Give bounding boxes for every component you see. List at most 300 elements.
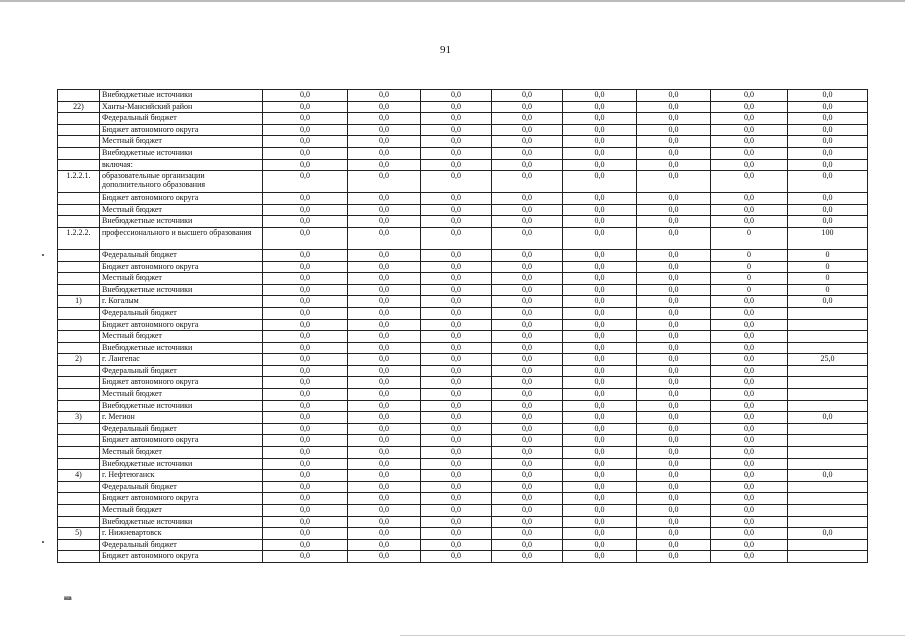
row-index-cell bbox=[58, 481, 100, 493]
value-cell: 0,0 bbox=[348, 389, 421, 401]
row-label-cell: Бюджет автономного округа bbox=[100, 435, 263, 447]
value-cell: 0,0 bbox=[492, 193, 563, 205]
value-cell: 0,0 bbox=[348, 412, 421, 424]
value-cell: 0,0 bbox=[492, 159, 563, 171]
value-cell: 0,0 bbox=[263, 204, 348, 216]
value-cell: 0,0 bbox=[563, 159, 637, 171]
value-cell: 0,0 bbox=[637, 319, 711, 331]
value-cell: 0,0 bbox=[788, 113, 868, 125]
row-index-cell: 4) bbox=[58, 470, 100, 482]
value-cell: 0,0 bbox=[563, 493, 637, 505]
value-cell bbox=[788, 539, 868, 551]
row-label-cell: Федеральный бюджет bbox=[100, 481, 263, 493]
value-cell: 0,0 bbox=[788, 90, 868, 102]
table-row bbox=[58, 227, 868, 249]
value-cell: 0,0 bbox=[563, 400, 637, 412]
value-cell: 0,0 bbox=[263, 307, 348, 319]
table-row bbox=[58, 423, 868, 435]
budget-table bbox=[57, 89, 868, 563]
row-label-cell: Внебюджетные источники bbox=[100, 342, 263, 354]
table-row bbox=[58, 470, 868, 482]
table-row bbox=[58, 539, 868, 551]
value-cell: 0,0 bbox=[711, 354, 788, 366]
row-label-cell: Ханты-Мансийский район bbox=[100, 101, 263, 113]
value-cell: 0,0 bbox=[492, 124, 563, 136]
value-cell: 0,0 bbox=[492, 539, 563, 551]
value-cell: 0,0 bbox=[348, 377, 421, 389]
value-cell: 0,0 bbox=[711, 216, 788, 228]
value-cell: 0,0 bbox=[711, 193, 788, 205]
value-cell: 0,0 bbox=[711, 331, 788, 343]
value-cell bbox=[788, 400, 868, 412]
row-index-cell bbox=[58, 204, 100, 216]
value-cell: 0,0 bbox=[563, 354, 637, 366]
value-cell bbox=[788, 307, 868, 319]
value-cell: 0,0 bbox=[563, 296, 637, 308]
row-label-cell: г. Лангепас bbox=[100, 354, 263, 366]
value-cell: 0,0 bbox=[637, 331, 711, 343]
value-cell: 0,0 bbox=[492, 101, 563, 113]
row-index-cell bbox=[58, 307, 100, 319]
table-row bbox=[58, 412, 868, 424]
row-label-cell: Местный бюджет bbox=[100, 204, 263, 216]
value-cell: 0,0 bbox=[348, 516, 421, 528]
value-cell: 0,0 bbox=[348, 493, 421, 505]
value-cell: 0,0 bbox=[263, 528, 348, 540]
value-cell: 0,0 bbox=[348, 447, 421, 459]
table-row bbox=[58, 516, 868, 528]
value-cell: 0,0 bbox=[421, 124, 492, 136]
value-cell: 0,0 bbox=[348, 551, 421, 563]
value-cell: 0,0 bbox=[637, 365, 711, 377]
value-cell: 0,0 bbox=[492, 227, 563, 249]
row-index-cell bbox=[58, 365, 100, 377]
row-label-cell: Федеральный бюджет bbox=[100, 539, 263, 551]
value-cell: 0,0 bbox=[421, 249, 492, 261]
table-row bbox=[58, 136, 868, 148]
table-row bbox=[58, 113, 868, 125]
value-cell: 0,0 bbox=[421, 365, 492, 377]
value-cell: 0,0 bbox=[263, 377, 348, 389]
value-cell: 0,0 bbox=[421, 516, 492, 528]
row-index-cell bbox=[58, 90, 100, 102]
value-cell: 0,0 bbox=[637, 481, 711, 493]
row-label-cell: включая: bbox=[100, 159, 263, 171]
value-cell: 0,0 bbox=[421, 435, 492, 447]
table-row bbox=[58, 389, 868, 401]
row-index-cell bbox=[58, 516, 100, 528]
value-cell: 0,0 bbox=[421, 389, 492, 401]
value-cell: 0,0 bbox=[492, 377, 563, 389]
value-cell: 0 bbox=[711, 227, 788, 249]
value-cell: 0,0 bbox=[492, 505, 563, 517]
row-index-cell bbox=[58, 216, 100, 228]
value-cell: 0,0 bbox=[421, 227, 492, 249]
value-cell: 0,0 bbox=[348, 365, 421, 377]
value-cell bbox=[788, 423, 868, 435]
value-cell: 0,0 bbox=[637, 516, 711, 528]
value-cell: 0,0 bbox=[637, 261, 711, 273]
value-cell: 0,0 bbox=[263, 412, 348, 424]
value-cell: 0,0 bbox=[421, 481, 492, 493]
value-cell: 0,0 bbox=[711, 90, 788, 102]
row-index-cell bbox=[58, 447, 100, 459]
value-cell: 0,0 bbox=[788, 216, 868, 228]
value-cell: 0,0 bbox=[637, 113, 711, 125]
table-row bbox=[58, 528, 868, 540]
value-cell: 0,0 bbox=[421, 539, 492, 551]
value-cell: 0,0 bbox=[492, 365, 563, 377]
value-cell: 0,0 bbox=[263, 481, 348, 493]
value-cell: 0,0 bbox=[788, 296, 868, 308]
row-label-cell: образовательные организации дополнительного образования bbox=[100, 171, 263, 193]
value-cell: 0,0 bbox=[637, 354, 711, 366]
value-cell: 0,0 bbox=[637, 342, 711, 354]
row-index-cell bbox=[58, 124, 100, 136]
value-cell: 0,0 bbox=[788, 159, 868, 171]
value-cell: 0,0 bbox=[637, 227, 711, 249]
value-cell: 0,0 bbox=[263, 342, 348, 354]
value-cell: 0,0 bbox=[711, 147, 788, 159]
value-cell: 0,0 bbox=[563, 193, 637, 205]
value-cell: 0,0 bbox=[563, 505, 637, 517]
value-cell: 0,0 bbox=[348, 216, 421, 228]
value-cell: 0,0 bbox=[421, 412, 492, 424]
row-index-cell bbox=[58, 458, 100, 470]
value-cell: 0,0 bbox=[711, 423, 788, 435]
value-cell: 0,0 bbox=[492, 481, 563, 493]
value-cell: 0,0 bbox=[421, 307, 492, 319]
value-cell: 0,0 bbox=[711, 113, 788, 125]
value-cell: 0,0 bbox=[788, 101, 868, 113]
row-label-cell: Внебюджетные источники bbox=[100, 284, 263, 296]
row-label-cell: Местный бюджет bbox=[100, 389, 263, 401]
value-cell: 0,0 bbox=[711, 204, 788, 216]
value-cell: 0,0 bbox=[637, 470, 711, 482]
value-cell: 0,0 bbox=[492, 319, 563, 331]
row-index-cell: 3) bbox=[58, 412, 100, 424]
value-cell: 0,0 bbox=[563, 216, 637, 228]
value-cell: 0,0 bbox=[563, 101, 637, 113]
value-cell: 0,0 bbox=[348, 331, 421, 343]
value-cell: 0,0 bbox=[563, 249, 637, 261]
value-cell: 0,0 bbox=[637, 551, 711, 563]
value-cell: 0,0 bbox=[788, 412, 868, 424]
value-cell: 0,0 bbox=[263, 447, 348, 459]
row-label-cell: Местный бюджет bbox=[100, 136, 263, 148]
value-cell: 0,0 bbox=[563, 423, 637, 435]
value-cell: 0,0 bbox=[711, 493, 788, 505]
value-cell: 0,0 bbox=[788, 124, 868, 136]
row-label-cell: Бюджет автономного округа bbox=[100, 193, 263, 205]
value-cell: 0,0 bbox=[348, 342, 421, 354]
value-cell bbox=[788, 458, 868, 470]
value-cell: 0,0 bbox=[492, 435, 563, 447]
value-cell: 0,0 bbox=[263, 261, 348, 273]
row-index-cell bbox=[58, 147, 100, 159]
value-cell: 0,0 bbox=[711, 470, 788, 482]
value-cell: 0,0 bbox=[492, 273, 563, 285]
table-row bbox=[58, 296, 868, 308]
value-cell: 0,0 bbox=[492, 113, 563, 125]
value-cell: 0,0 bbox=[637, 528, 711, 540]
row-index-cell bbox=[58, 400, 100, 412]
value-cell: 0,0 bbox=[492, 551, 563, 563]
value-cell: 0,0 bbox=[492, 171, 563, 193]
value-cell: 0,0 bbox=[421, 273, 492, 285]
value-cell bbox=[788, 331, 868, 343]
value-cell: 0,0 bbox=[492, 458, 563, 470]
row-index-cell bbox=[58, 261, 100, 273]
value-cell: 0,0 bbox=[263, 551, 348, 563]
value-cell bbox=[788, 447, 868, 459]
value-cell: 0,0 bbox=[637, 159, 711, 171]
value-cell: 0,0 bbox=[637, 171, 711, 193]
value-cell: 0,0 bbox=[421, 528, 492, 540]
value-cell: 0,0 bbox=[348, 171, 421, 193]
value-cell: 0,0 bbox=[421, 296, 492, 308]
table-row bbox=[58, 447, 868, 459]
value-cell: 0,0 bbox=[563, 227, 637, 249]
value-cell: 0,0 bbox=[637, 389, 711, 401]
value-cell: 0,0 bbox=[492, 147, 563, 159]
value-cell: 0,0 bbox=[492, 528, 563, 540]
table-row bbox=[58, 204, 868, 216]
value-cell: 0,0 bbox=[711, 377, 788, 389]
value-cell: 0,0 bbox=[711, 389, 788, 401]
row-label-cell: Местный бюджет bbox=[100, 273, 263, 285]
value-cell: 0,0 bbox=[348, 481, 421, 493]
value-cell: 0,0 bbox=[563, 481, 637, 493]
row-index-cell bbox=[58, 159, 100, 171]
table-row bbox=[58, 284, 868, 296]
table-row bbox=[58, 354, 868, 366]
row-label-cell: Федеральный бюджет bbox=[100, 249, 263, 261]
value-cell bbox=[788, 319, 868, 331]
table-row bbox=[58, 458, 868, 470]
table-row bbox=[58, 249, 868, 261]
row-label-cell: Внебюджетные источники bbox=[100, 216, 263, 228]
value-cell: 0,0 bbox=[492, 400, 563, 412]
value-cell: 0,0 bbox=[492, 423, 563, 435]
row-label-cell: Внебюджетные источники bbox=[100, 516, 263, 528]
value-cell: 0 bbox=[711, 273, 788, 285]
value-cell: 0,0 bbox=[637, 539, 711, 551]
footer-code: нв bbox=[64, 594, 72, 602]
value-cell: 0,0 bbox=[263, 354, 348, 366]
value-cell: 0,0 bbox=[492, 296, 563, 308]
value-cell: 0,0 bbox=[563, 447, 637, 459]
row-index-cell bbox=[58, 539, 100, 551]
row-index-cell bbox=[58, 284, 100, 296]
value-cell: 0,0 bbox=[711, 458, 788, 470]
value-cell: 0,0 bbox=[711, 435, 788, 447]
value-cell: 0,0 bbox=[563, 389, 637, 401]
value-cell: 0,0 bbox=[711, 400, 788, 412]
value-cell: 0,0 bbox=[421, 505, 492, 517]
value-cell: 0,0 bbox=[788, 193, 868, 205]
table-row bbox=[58, 365, 868, 377]
row-label-cell: Внебюджетные источники bbox=[100, 458, 263, 470]
value-cell: 0,0 bbox=[711, 124, 788, 136]
value-cell: 0,0 bbox=[263, 193, 348, 205]
value-cell: 0,0 bbox=[492, 261, 563, 273]
row-label-cell: Бюджет автономного округа bbox=[100, 124, 263, 136]
table-row bbox=[58, 400, 868, 412]
value-cell: 0,0 bbox=[348, 124, 421, 136]
table-row bbox=[58, 159, 868, 171]
value-cell: 0,0 bbox=[711, 171, 788, 193]
scan-edge-bottom bbox=[400, 635, 905, 636]
row-index-cell bbox=[58, 113, 100, 125]
value-cell: 0,0 bbox=[492, 249, 563, 261]
value-cell: 0,0 bbox=[637, 493, 711, 505]
value-cell: 0,0 bbox=[421, 447, 492, 459]
table-row bbox=[58, 481, 868, 493]
row-index-cell bbox=[58, 331, 100, 343]
value-cell: 0,0 bbox=[263, 423, 348, 435]
value-cell: 0,0 bbox=[563, 539, 637, 551]
value-cell: 0,0 bbox=[637, 90, 711, 102]
value-cell: 0,0 bbox=[637, 423, 711, 435]
value-cell: 0,0 bbox=[563, 365, 637, 377]
value-cell: 0,0 bbox=[711, 516, 788, 528]
value-cell: 0,0 bbox=[348, 539, 421, 551]
value-cell: 0,0 bbox=[637, 216, 711, 228]
table-row bbox=[58, 216, 868, 228]
value-cell: 0,0 bbox=[348, 284, 421, 296]
value-cell: 0,0 bbox=[263, 435, 348, 447]
value-cell: 0,0 bbox=[263, 284, 348, 296]
value-cell: 0,0 bbox=[421, 147, 492, 159]
table-row bbox=[58, 273, 868, 285]
table-row bbox=[58, 307, 868, 319]
value-cell: 0,0 bbox=[563, 273, 637, 285]
value-cell: 0,0 bbox=[263, 216, 348, 228]
value-cell: 0,0 bbox=[263, 124, 348, 136]
value-cell: 0,0 bbox=[348, 505, 421, 517]
table-row bbox=[58, 551, 868, 563]
value-cell: 0,0 bbox=[348, 227, 421, 249]
value-cell: 0,0 bbox=[492, 354, 563, 366]
value-cell: 0,0 bbox=[492, 307, 563, 319]
value-cell: 0,0 bbox=[711, 101, 788, 113]
value-cell bbox=[788, 516, 868, 528]
value-cell: 0,0 bbox=[711, 539, 788, 551]
value-cell: 0,0 bbox=[263, 365, 348, 377]
value-cell: 0,0 bbox=[563, 551, 637, 563]
value-cell: 0,0 bbox=[421, 493, 492, 505]
table-row bbox=[58, 147, 868, 159]
row-label-cell: Бюджет автономного округа bbox=[100, 261, 263, 273]
value-cell bbox=[788, 342, 868, 354]
row-label-cell: Федеральный бюджет bbox=[100, 113, 263, 125]
value-cell: 0,0 bbox=[637, 284, 711, 296]
table-row bbox=[58, 90, 868, 102]
row-label-cell: Бюджет автономного округа bbox=[100, 377, 263, 389]
value-cell: 0,0 bbox=[711, 365, 788, 377]
value-cell: 0,0 bbox=[563, 377, 637, 389]
value-cell: 0,0 bbox=[563, 307, 637, 319]
value-cell: 0,0 bbox=[348, 193, 421, 205]
value-cell: 0,0 bbox=[421, 261, 492, 273]
value-cell: 0,0 bbox=[263, 400, 348, 412]
value-cell: 0,0 bbox=[711, 447, 788, 459]
row-label-cell: Местный бюджет bbox=[100, 505, 263, 517]
value-cell: 0,0 bbox=[492, 447, 563, 459]
value-cell: 0,0 bbox=[421, 171, 492, 193]
value-cell: 0,0 bbox=[421, 90, 492, 102]
table-row bbox=[58, 493, 868, 505]
value-cell: 0,0 bbox=[563, 284, 637, 296]
value-cell: 0,0 bbox=[421, 458, 492, 470]
value-cell: 0,0 bbox=[492, 331, 563, 343]
row-label-cell: г. Когалым bbox=[100, 296, 263, 308]
value-cell: 0,0 bbox=[492, 136, 563, 148]
value-cell: 25,0 bbox=[788, 354, 868, 366]
value-cell bbox=[788, 493, 868, 505]
value-cell: 0,0 bbox=[263, 101, 348, 113]
value-cell: 0,0 bbox=[263, 159, 348, 171]
value-cell: 0,0 bbox=[263, 331, 348, 343]
scan-speck bbox=[42, 254, 44, 256]
row-index-cell bbox=[58, 342, 100, 354]
table-row bbox=[58, 505, 868, 517]
row-label-cell: Внебюджетные источники bbox=[100, 400, 263, 412]
row-index-cell bbox=[58, 273, 100, 285]
row-label-cell: Внебюджетные источники bbox=[100, 90, 263, 102]
value-cell: 0,0 bbox=[492, 342, 563, 354]
value-cell: 0,0 bbox=[348, 204, 421, 216]
value-cell: 0,0 bbox=[348, 423, 421, 435]
value-cell: 100 bbox=[788, 227, 868, 249]
value-cell: 0,0 bbox=[263, 516, 348, 528]
row-label-cell: Федеральный бюджет bbox=[100, 307, 263, 319]
row-index-cell bbox=[58, 423, 100, 435]
value-cell: 0,0 bbox=[492, 204, 563, 216]
value-cell: 0,0 bbox=[788, 147, 868, 159]
row-index-cell: 1) bbox=[58, 296, 100, 308]
value-cell: 0,0 bbox=[711, 412, 788, 424]
value-cell bbox=[788, 551, 868, 563]
value-cell: 0,0 bbox=[348, 354, 421, 366]
value-cell: 0 bbox=[711, 249, 788, 261]
value-cell: 0,0 bbox=[348, 528, 421, 540]
value-cell: 0,0 bbox=[348, 136, 421, 148]
value-cell: 0,0 bbox=[563, 171, 637, 193]
value-cell: 0,0 bbox=[492, 516, 563, 528]
value-cell: 0,0 bbox=[263, 249, 348, 261]
row-index-cell bbox=[58, 249, 100, 261]
value-cell: 0,0 bbox=[348, 273, 421, 285]
value-cell: 0,0 bbox=[421, 331, 492, 343]
value-cell: 0,0 bbox=[637, 458, 711, 470]
value-cell: 0,0 bbox=[711, 551, 788, 563]
value-cell: 0,0 bbox=[711, 296, 788, 308]
table-row bbox=[58, 342, 868, 354]
row-label-cell: г. Мегион bbox=[100, 412, 263, 424]
value-cell bbox=[788, 481, 868, 493]
value-cell: 0,0 bbox=[563, 136, 637, 148]
value-cell: 0,0 bbox=[421, 204, 492, 216]
value-cell: 0,0 bbox=[711, 159, 788, 171]
value-cell: 0,0 bbox=[711, 307, 788, 319]
value-cell: 0,0 bbox=[788, 528, 868, 540]
value-cell: 0,0 bbox=[637, 296, 711, 308]
value-cell: 0,0 bbox=[637, 377, 711, 389]
value-cell: 0,0 bbox=[563, 331, 637, 343]
value-cell: 0,0 bbox=[421, 470, 492, 482]
